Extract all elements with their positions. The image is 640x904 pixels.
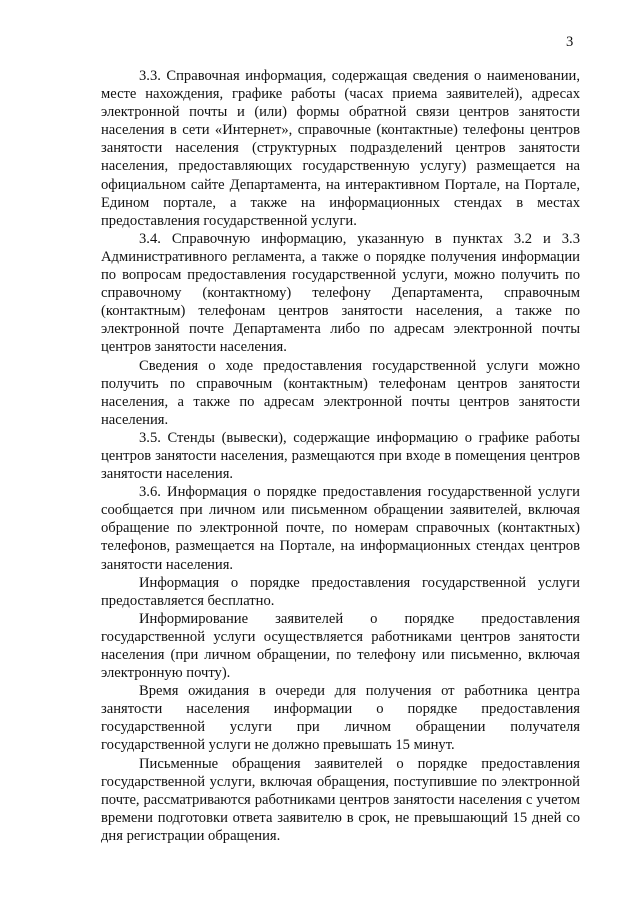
document-body <box>101 67 580 845</box>
paragraph-3-3-reference-info: 3.3. Справочная информация, содержащая сведения о наименовании, месте нахождения, графике работы (часах приема заявителей), адресах электронной почты и (или) формы обратной связи центров занятости населения в сети «Интернет», справочные (контактные) телефоны центров занятости населения (структурных подразделений центров занятости населения, предоставляющих государственную услугу) размещается на официальном сайте Департамента, на интерактивном Портале, на Портале, Едином портале, а также на информационных стендах в местах предоставления государственной услуги. <box>101 68 580 229</box>
paragraph-informing-applicants: Информирование заявителей о порядке предоставления государственной услуги осуществляется работниками центров занятости населения (при личном обращении, по телефону или письменно, включая электронную почту). <box>101 610 580 682</box>
page-number: 3 <box>566 34 574 50</box>
paragraph-queue-waiting-time: Время ожидания в очереди для получения от работника центра занятости населения информации о порядке предоставления государственной услуги при личном обращении получателя государственной услуги не должно превышать 15 минут. <box>101 683 580 754</box>
paragraph-3-6-info-procedure: 3.6. Информация о порядке предоставления государственной услуги сообщается при личном или письменном обращении заявителей, включая обращение по электронной почте, по номерам справочных (контактных) телефонов, размещается на Портале, на информационных стендах центров занятости населения. <box>101 484 580 573</box>
paragraph-3-5-stands: 3.5. Стенды (вывески), содержащие информацию о графике работы центров занятости населения, размещаются при входе в помещения центров занятости населения. <box>101 429 580 483</box>
paragraph-written-requests: Письменные обращения заявителей о порядке предоставления государственной услуги, включая обращения, поступившие по электронной почте, рассматриваются работниками центров занятости населения с учетом времени подготовки ответа заявителю в срок, не превышающий 15 дней со дня регистрации обращения. <box>101 755 580 844</box>
paragraph-3-4-reference-contacts: 3.4. Справочную информацию, указанную в пунктах 3.2 и 3.3 Административного регламента, а также о порядке получения информации по вопросам предоставления государственной услуги, можно получить по справочному (контактному) телефону Департамента, справочным (контактным) телефонам центров занятости населения, а также по электронной почте Департамента либо по адресам электронной почты центров занятости населения. <box>101 230 580 356</box>
paragraph-service-progress-info: Сведения о ходе предоставления государственной услуги можно получить по справочным (контактным) телефонам центров занятости населения, а также по адресам электронной почты центров занятости населения. <box>101 357 580 428</box>
paragraph-info-free-of-charge: Информация о порядке предоставления государственной услуги предоставляется бесплатно. <box>101 574 580 609</box>
